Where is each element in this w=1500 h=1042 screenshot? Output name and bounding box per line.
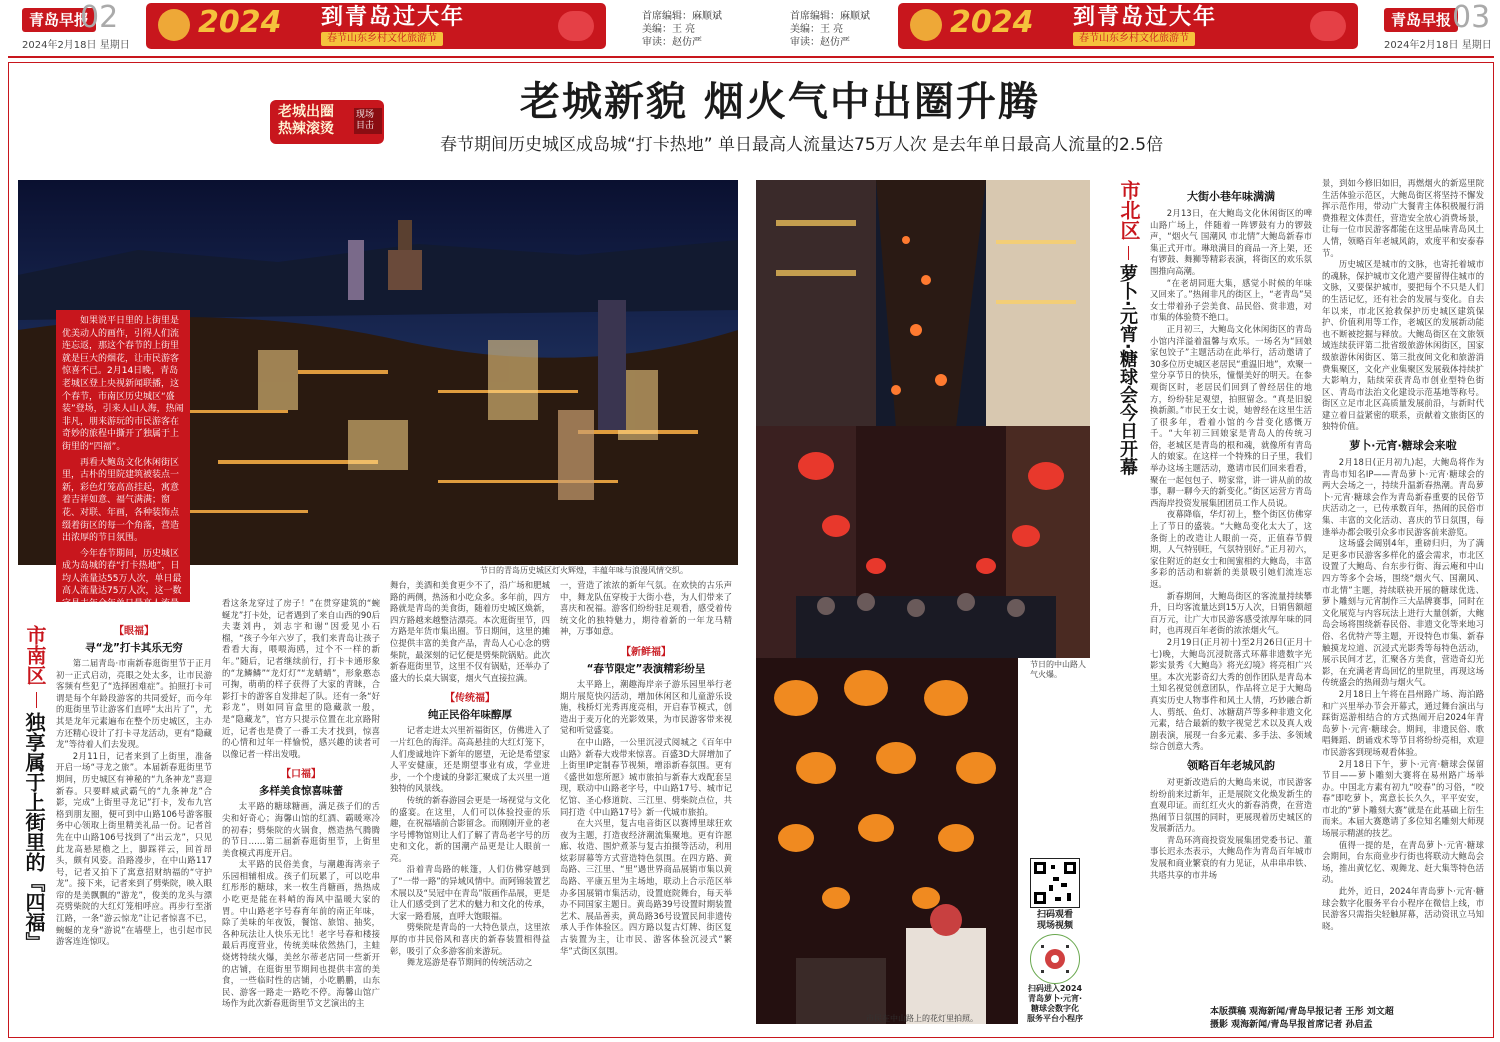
district-divider xyxy=(1128,246,1129,260)
editor-line: 首席编辑：麻顺斌 xyxy=(642,11,722,22)
header-rule xyxy=(8,56,1494,58)
shibei-title: 萝卜·元宵·糖球会今日开幕 xyxy=(1117,264,1138,476)
summary-paragraph: 如果说平日里的上街里是优美动人的画作，引得人们流连忘返，那这个春节的上街里就是巨大的烟花，让市民游客惊喜不已。2月14日晚，青岛老城区登上央视新闻联播，这个春节，市南区历史城区“盛装”登场，引来人山人海，热闹非凡，朋来游玩的市民游客在奇妙的旅程中撕开了独属于上街里的“四福”。 xyxy=(62,316,184,452)
section-label-fresh: 【新鲜福】 xyxy=(621,646,671,658)
banner-year: 2024 xyxy=(198,5,282,40)
article-paragraph: 2月19日(正月初十)至2月26日(正月十七)晚，大鲍岛沉浸院落式环幕非遗数字光影实景秀《大鲍岛》将光幻境》将亮相广兴里。本次光影奇幻大秀的创作团队是青岛本土知名视觉创意团队，作品将立足于大鲍岛真实历史人物事件和风土人情，巧妙融合新人、剪纸、鱼灯、冰糖葫芦等多种非遗文化元素，结合最新的数字视觉艺术以及真人戏剧表演，展现一台多元素、多手法、多领域综合创意大秀。 xyxy=(1150,636,1312,752)
qr-caption-line: 扫码观看 xyxy=(1036,910,1073,920)
section-tag xyxy=(270,100,384,144)
section-label-taste: 【口福】 xyxy=(281,769,321,781)
article-paragraph: 太平路的糖球糖画，满足孩子们的舌尖和好奇心；海馨山馆的红酒、霸暖寒冷的初春；劈柴院的火锅食，燃造热气腾腾的节日……第二届新春逛街里节，上街里美食模式再度开启。 xyxy=(222,801,380,858)
qr-video-caption xyxy=(1034,910,1076,932)
district-shibei: 市北区 xyxy=(1117,180,1141,240)
crowd-street-illustration xyxy=(756,426,1090,658)
shinan-column-1 xyxy=(56,625,212,1025)
section-tag-side: 现场目击 xyxy=(354,108,382,134)
shinan-column-2 xyxy=(222,598,380,1026)
cloud-ornament-icon xyxy=(1310,11,1346,41)
miniprogram-code-pattern xyxy=(1031,935,1079,983)
article-paragraph: 新春期间，大鲍岛街区的客流量持续攀升，日均客流量达到15万人次，日销售额超百万元，让广大市民游客感受浓厚年味的同时，也再现百年老街的浓浓烟火气。 xyxy=(1150,590,1312,636)
editors-left xyxy=(642,10,722,49)
section-head-new-year: 大街小巷年味满满 xyxy=(1187,190,1275,203)
article-paragraph: 在中山路，一公里沉浸式阅城之《百年中山路》新春大戏带来惊喜。百盛3D大屏增加了上街里IP定制春节视频，增添新春氛围。更有《盛世如您所愿》城市旅拍与新春大戏配套呈现，联动中山路老字号，中山路17号、城市记忆馆、圣心修道院、三江里、劈柴院点位，共同打造《中山路17号》新一代城市旅拍。 xyxy=(560,736,732,817)
article-paragraph: 青岛环湾商投资发展集团党委书记、董事长迟永杰表示，大鲍岛作为青岛百年城市发展和商业繁衰的有力见证，从串串串铁、共塔共享的市井场 xyxy=(1150,834,1312,880)
section-tag-main: 老城出圈 热辣滚烫 xyxy=(278,104,334,137)
article-paragraph: 舞龙巡游是春节期间的传统活动之 xyxy=(406,957,533,968)
editor-line: 审读：赵仿严 xyxy=(642,37,702,48)
summary-paragraph: 再看大鲍岛文化休闲街区里，古朴的里院建筑被装点一新，彩色灯笼高高挂起，寓意着吉祥如意、福气满满；窗花、对联、年画，各种装饰点缀着街区的每一个角落，营造出浓厚的节日氛围。 xyxy=(62,457,180,544)
article-paragraph: 历史城区是城市的文脉，也寄托着城市的魂脉，保护城市文化遗产要留得住城市的文脉，又要保护城市，要把每个不只是人们的生活记忆，还有社会的发展与变化。自去年以来，市北区抢救保护历史城区建筑保护、价值利用等工作，老城区的发展新动能也不断被挖掘与释放。大鲍岛街区在文旅领域连续获评第二批省级旅游休闲街区，国家级旅游休闲街区、第三批夜间文化和旅游消费集聚区，文化产业集聚区发展载体持续扩大影响力，陆续荣获青岛市创业型特色街区、青岛市法治文化建设示范基地等称号。街区立足市北区高质量发展前沿，与新时代建立着日益紧密的联系，贡献着文旅街区的独特价值。 xyxy=(1322,259,1484,432)
article-paragraph: 太平路的民俗美食，与潮趣海湾亲子乐园相辅相成。孩子们玩累了，可以吃串红彤彤的糖球，来一枚生肖糖画，热热成小吃更是能在料峭的海风中温暖大家的胃。中山路老字号春育年前的南正年味，除了美味的年夜饭，餐馆、旅馆、抽奖，各种玩法让人快乐无比！老字号春和楼接最后再度营业，传统美味依然热门，主蛙烧烤特续火爆，美丝尔蒂老店同一些新开的店铺，在逛街里节期间也提供丰富的美食，一些临时性的店铺，小吃鹏鹏，山东民、游客一路走一路吃不停。海馨山馆广场作为此次新春逛街里节文艺演出的主 xyxy=(222,859,380,1009)
editor-line: 美编：王 亮 xyxy=(642,24,696,35)
banner-subtitle: 春节山东乡村文化旅游节 xyxy=(1073,32,1195,46)
main-photo-caption: 节日的青岛历史城区灯火辉煌，丰蕴年味与浪漫风情交织。 xyxy=(480,566,688,575)
photo-lantern-caption: 市民在中山路上的花灯里拍照。 xyxy=(866,1014,978,1023)
shinan-column-4 xyxy=(560,580,732,1026)
photo-zhongshan-road-crowd xyxy=(756,426,1090,658)
article-paragraph: 在大兴里，复古电音街区以赛博里球狂欢夜为主题，打造夜经济潮流集聚地。更有许愿廊、妆造、围炉煮茶与复古拍摄等活动，利用炫彩屏幕等方式营造特色氛围。在四方路、黄岛路、三江里、“里”遇世界商品展销市集以黄岛路、平康五里为主场地，联动上合示范区举办多国展销市集活动，设置庭院舞台，每天举办不同国家主题日。黄岛路39号设置时期装置艺术、展品善卖，黄岛路36号设置民间非遗传承人手作体验区。四方路以复古灯牌、街区复古装置为主，让市民、游客体验沉浸式“繁华”式街区氛围。 xyxy=(560,818,732,956)
article-paragraph: 这场盛会阔别4年，重磅归归，为了满足更多市民游客多样化的盛会需求，市北区设置了大鲍岛、台东步行街、海云庵和中山四方等多个会场，围绕“烟火气、国潮风、市北情”主题，持续联袂开展的糖球优选、萝卜雕刻与元宵制作三大品牌赛事，同时在文化展览与内容玩法上进行大量创新，大鲍岛会场将围绕新春民俗、非遗文化等来地习俗、名优特产等主题，开设特色市集、新春触摸龙垃道、沉浸式光影秀等每特色活动，展示民间才艺，汇聚各方美食，营造奇幻光影，在充满老青岛回忆的里院里，再现这场传统盛会的热闹劲与烟火气。 xyxy=(1322,538,1484,688)
article-paragraph: 太平路上，潮趣海岸亲子游乐园里举行老期片展览快闪活动，增加休闲区和儿童游乐设施，栈桥灯光秀再度亮相，开启春节模式，创造出于麦万化的光影效果，为市民游客带来视觉和听觉盛宴。 xyxy=(560,678,732,736)
article-paragraph: 正月初三，大鲍岛文化休闲街区的青岛小馆内洋溢着温馨与欢乐。一场名为“回娘家包饺子”主题活动在此举行，活动邀请了30多位历史城区老居民“重温旧地”，欢聚一堂分享节日的快乐，憧憬美好的明天。在参观街区时，老居民们回到了曾经居住的地方，纷纷驻足观望，拍照留念。“真是旧貌换新颜。”市民王女士说，她曾经在这里生活了很多年，看着小馆的今昔变化感慨万千。“大年初三回娘家是青岛人的传统习俗，老城区是青岛的根和魂，就像所有青岛人的娘家。在这样一个特殊的日子里，我们举办这场主题活动，邀请市民们回来看看，聚在一起包包子、唠家常，讲一讲从前的故事，聊一聊今天的新变化。”街区运营方青岛西海岸投资发展集团团员工作人员说。 xyxy=(1150,323,1312,508)
banner-year: 2024 xyxy=(950,5,1034,40)
article-paragraph: 劈柴院是青岛的一大特色景点，这里浓厚的市井民俗风和喜庆的新春装置相得益彰，吸引了众多游客前来游玩。 xyxy=(390,922,550,956)
editors-right xyxy=(790,10,870,49)
shinan-column-3 xyxy=(390,580,550,1026)
masthead-logo-left: 青岛早报 xyxy=(22,8,96,32)
editor-line: 首席编辑：麻顺斌 xyxy=(790,11,870,22)
photo-lantern-street xyxy=(756,658,1018,1024)
shinan-title: 独享属于上街里的『四福』 xyxy=(22,712,46,952)
section-head-food: 多样美食惊喜味蕾 xyxy=(259,785,343,798)
qr-pattern xyxy=(1031,859,1079,907)
section-head-folk: 纯正民俗年味醇厚 xyxy=(428,709,512,722)
district-shinan: 市南区 xyxy=(23,625,47,685)
lantern-ornament-icon xyxy=(158,9,190,41)
banner-left xyxy=(146,3,606,49)
qr-caption-line: 扫码进入2024 xyxy=(1027,984,1083,993)
article-paragraph: 值得一提的是，在青岛萝卜·元宵·糖球会期间，台东商业步行街也将联动大鲍岛会场，推出黄忆忆、观舞龙、赶大集等特色活动。 xyxy=(1322,839,1484,885)
district-divider xyxy=(36,692,37,708)
article-paragraph: 记者走进太兴里祈福街区，仿佛进入了一片红色的海洋。高高悬挂的大红灯笼下，人们虔诚地许下新年的愿望，无论是希望家人平安健康，还是期望事业有成，学业进步，一个个虔诚的身影汇聚成了太兴里一道独特的风景线。 xyxy=(390,725,550,794)
section-label-tradition: 【传统福】 xyxy=(445,693,495,705)
page-number-right: 03 xyxy=(1452,0,1491,35)
article-paragraph: 看这条龙穿过了房子！”在贯穿建筑的“蜿蜒龙”打卡处，记者遇到了来自山西的90后夫妻刘冉，刘志宇和谢“因爱见小石榴，“孩子今年六岁了，我们来青岛让孩子看看大海，喂喂海鸥，过个不一样的新年。”随后，记者继续前行，打卡卡通形象的“龙鳞鳞”“龙灯灯”“龙蜻蜻”，形象憨态可掬，萌萌的样子获得了大家的青睐，合影打卡的游客自发排起了队。还有一条“好彩龙”，则如同盲盒里的隐藏款一般，是“隐藏龙”，官方只提示位置在北京路附近，记者也是费了一番工夫才找到，惊喜的心情和过年一样愉悦，感兴趣的读者可以像记者一样出发哦。 xyxy=(222,598,380,759)
article-paragraph: 此外，近日，2024年青岛萝卜·元宵·糖球会数字化服务平台小程序在微信上线，市民游客只需指尖轻触屏幕，活动资讯立马知晓。 xyxy=(1322,886,1484,931)
byline-writers: 本版撰稿 观海新闻/青岛早报记者 王彤 刘文超 xyxy=(1210,1007,1394,1017)
article-paragraph: 2月13日，在大鲍岛文化休闲街区的啤山路广场上，伴随着一阵锣鼓有力的锣鼓声，“烟火气 国潮风 市北情”大鲍岛新春市集正式开市。琳琅满目的商品一齐上架，还有锣鼓、舞狮等精彩表演，将街区的欢乐氛围推向高潮。 xyxy=(1150,208,1312,276)
banner-title: 到青岛过大年 xyxy=(321,5,466,30)
article-paragraph: 舞台，美酒和美食更少不了，沿广场和肥城路的两侧，热汤和小吃众多。多年前，四方路就是青岛的美食街，随着历史城区焕新，四方路越来越整洁漂亮。本次逛街里节，四方路是年货市集出圈。节日期间，这里的摊位提供丰富的美食产品，青岛人心心念的劈柴院，最深刻的记忆便是劈柴院锅贴。此次新春逛街里节，这里不仅有锅贴，还举办了盛大的长桌大锅宴，烟火气直接拉满。 xyxy=(390,580,550,683)
qr-caption-line: 糖球会数字化 xyxy=(1031,1004,1079,1013)
banner-title: 到青岛过大年 xyxy=(1073,5,1218,30)
summary-box xyxy=(56,310,190,622)
byline-photographer: 摄影 观海新闻/青岛早报首席记者 孙启孟 xyxy=(1210,1020,1373,1030)
lantern-street-illustration xyxy=(756,658,1018,1024)
article-paragraph: 2月18日下午，萝卜·元宵·糖球会保留节目——萝卜雕刻大赛将在易州路广场举办。中国北方素有初九“咬春”的习俗，“咬春”即吃萝卜，寓意长长久久，平平安安，市北的“萝卜雕刻大赛”就是在此基础上衍生而来。本届大赛邀请了多位知名雕刻大师现场展示精湛的技艺。 xyxy=(1322,758,1484,839)
page-number-left: 02 xyxy=(80,0,119,35)
banner-subtitle: 春节山东乡村文化旅游节 xyxy=(321,32,443,46)
article-paragraph: 沿着青岛路的帐篷，人们仿佛穿越到了“一带一路”的异域风情中。而阿锦装置艺术展以及“吴冠中在青岛”版画作品展，更是让人们感受到了艺术的魅力和文化的传承，大家一路看展，直呼大饱眼福。 xyxy=(390,864,550,921)
street-aerial-illustration xyxy=(756,180,1090,428)
qr-code-video-icon[interactable] xyxy=(1030,858,1080,908)
masthead-logo-right: 青岛早报 xyxy=(1384,8,1458,32)
shibei-column-2 xyxy=(1322,178,1484,984)
editor-line: 审读：赵仿严 xyxy=(790,37,850,48)
section-label-eye: 【眼福】 xyxy=(114,626,154,637)
banner-right xyxy=(898,3,1358,49)
article-paragraph: “在老胡同逛大集，感觉小时候的年味又回来了。”热闹非凡的街区上，“老青岛”吴女士带着孙子尝美食、品民俗、赏非遗，对市集的体验赞不绝口。 xyxy=(1150,277,1312,323)
article-paragraph: 2月18日(正月初九)起，大鲍岛将作为青岛市知名IP——青岛萝卜·元宵·糖球会的两大会场之一，持续升温新春热潮。青岛萝卜·元宵·糖球会作为青岛新春重要的民俗节庆活动之一，已传承数百年，热闹的民俗市集、丰富的文化活动、喜庆的节日氛围，每逢举办都会吸引众多市民游客前来游览。 xyxy=(1322,457,1484,537)
section-head-old-town: 领略百年老城风韵 xyxy=(1187,758,1275,772)
article-paragraph: 景，到如今修旧如旧，再燃烟火的新巡里院生活体验示范区，大鲍岛街区将坚持不懈发挥示范作用，带动广大餐青主体积极履行消费推程文体责任，营造安全放心消费场景，让每一位市民游客都能在这里品味青岛风土人情，领略百年老城风韵，欢度平和安泰春节。 xyxy=(1322,178,1484,258)
editor-line: 美编：王 亮 xyxy=(790,24,844,35)
summary-paragraph: 今年春节期间，历史城区成为岛城的春“打卡热地”，日均人流量达55万人次，单日最高人流量达75万人次，这一数字是去年全年单日最高人流量的2.5倍。 xyxy=(62,548,182,622)
date-right: 2024年2月18日 星期日 xyxy=(1384,40,1492,51)
article-paragraph: 第二届青岛·市南新春逛街里节于正月初一正式启动，亮眼之处太多，让市民游客频有些犯了“选择困难症”。拍照打卡可谓是每个年龄段游客的共同爱好，而今年的逛街里节让游客们直呼“太出片了”，尤其是龙年元素遍布在整个历史城区，主办方还精心设计了打卡寻龙活动，更有“隐藏龙”等待着人们去发现。 xyxy=(56,658,212,750)
article-paragraph: 一，营造了浓浓的新年气氛。在欢快的古乐声中，舞龙队伍穿梭于大街小巷，为人们带来了喜庆和祝福。游客们纷纷驻足观看，感受着传统文化的独特魅力，期待着新的一年龙马精神，万事如意。 xyxy=(560,580,732,637)
photo-crowd-caption: 节日的中山路人气火爆。 xyxy=(1030,660,1086,679)
lantern-ornament-icon xyxy=(910,9,942,41)
qr-caption-line: 现场视频 xyxy=(1036,921,1073,931)
article-paragraph: 对更新改造后的大鲍岛来说，市民游客纷纷前来过新年，正是展院文化焕发新生的直观印证。而红红火火的新春消费，在营造热闹节日氛围的同时，更展现着历史城区的发展新活力。 xyxy=(1150,776,1312,834)
article-paragraph: 夜幕降临，华灯初上，整个街区仿佛穿上了节日的盛装。“大鲍岛变化太大了，这条街上的改造让人眼前一亮，正值春节假期，人气特别旺，气氛特别好。”正月初六，家住附近的赵女士和闺蜜相约大鲍岛，丰富多彩的活动和崭新的美景吸引她们流连忘返。 xyxy=(1150,509,1312,589)
cloud-ornament-icon xyxy=(558,11,594,41)
photo-zhongshan-road-aerial xyxy=(756,180,1090,428)
article-paragraph: 2月11日，记者来到了上街里，准备开启一场“寻龙之旅”。本届新春逛街里节期间，历史城区有神秘的“九条神龙”喜迎新春。只要畔威武霸气的“九条神龙”合影，完成“上街里寻龙记”打卡，发布九宫格到朋友圈，便可到中山路106号游客服务中心领取上街里精美礼品一份。记者首先在中山路106号找到了“出云龙”，只见此龙高悬屋檐之上，脚踩祥云，回首昂头，颇有风姿。沿路漫步，在中山路117号，记者又拍下了寓意招财纳福的“守护龙”。接下来，记者来到了劈柴院，映入眼帘的是美飘飘的“游龙”，俊美的龙头与漂亮劈柴院的大红灯笼相呼应。再步行至浙江路，一条“游云惊龙”让记者惊喜不已，蜿蜒的龙身“游说”在墙壁上，也引起市民游客连连惊叹。 xyxy=(56,750,212,947)
qr-code-miniprogram-icon[interactable] xyxy=(1030,934,1080,984)
qr-caption-line: 青岛萝卜·元宵· xyxy=(1027,994,1083,1003)
article-paragraph: 传统的新春游园会更是一场视觉与文化的盛宴。在这里，人们可以体验投壶的乐趣，在祝福墙前合影留念。而刚刚开业的老字号博物馆则让人们了解了青岛老字号的历史和文化，新的国潮产品更是让人眼前一亮。 xyxy=(390,794,550,863)
headline: 老城新貌 烟火气中出圈升腾 xyxy=(520,79,1040,125)
date-left: 2024年2月18日 星期日 xyxy=(22,40,130,51)
article-paragraph: 2月18日上午将在昌州路广场、海泊路和广兴里举办节会开幕式，通过舞台演出与踩街巡游相结合的方式热闹开启2024年青岛萝卜·元宵·糖球会。期间，非遗民俗、歌唱舞蹈、朗诵戏术等节目将纷纷亮相，欢迎市民游客到现场观看体验。 xyxy=(1322,688,1484,757)
section-head-dragon: 寻“龙”打卡其乐无穷 xyxy=(85,642,183,654)
subheadline: 春节期间历史城区成岛城“打卡热地” 单日最高人流量达75万人次 是去年单日最高人流量的2.5倍 xyxy=(440,135,1164,155)
section-head-show: “春节限定”表演精彩纷呈 xyxy=(586,662,706,675)
qr-caption-line: 服务平台小程序 xyxy=(1027,1014,1083,1023)
shibei-column-1 xyxy=(1150,190,1312,1016)
qr-miniprogram-caption xyxy=(1024,984,1086,1024)
section-head-festival: 萝卜·元宵·糖球会来啦 xyxy=(1349,439,1457,453)
